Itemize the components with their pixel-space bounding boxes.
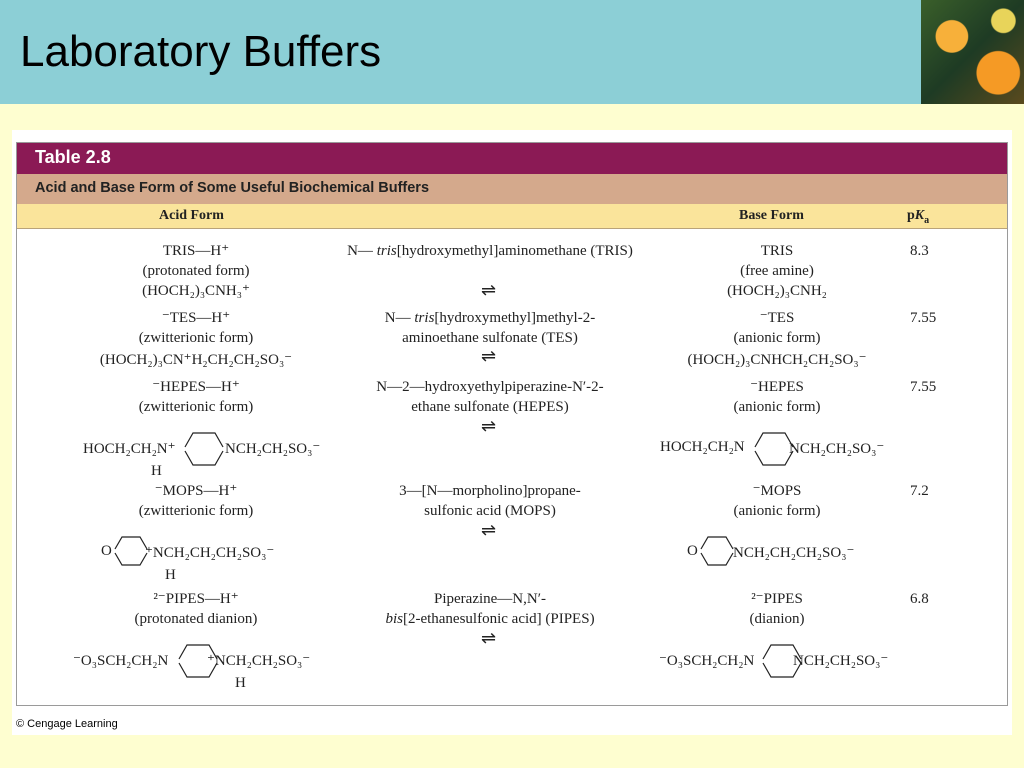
equilibrium-arrows: ⇌ [481,520,497,540]
acid-form-desc: (zwitterionic form) [138,399,254,415]
base-form-cell [657,481,897,521]
equilibrium-arrows: ⇌ [481,416,497,436]
acid-name: TRIS—H⁺ [162,243,230,259]
structure-right-group: ⁺NCH₂CH₂CH₂SO₃⁻ [145,545,275,561]
base-name: ⁻TES [759,310,795,326]
base-form-desc: (anionic form) [733,399,821,415]
pka-value: 8.3 [910,243,929,259]
base-form-desc: (anionic form) [733,330,821,346]
base-formula: (HOCH₂)₃CNH₂ [727,283,827,299]
pka-header: $pK_a$ [907,208,930,226]
column-header-row [17,204,1007,229]
structure-left-group: O [101,543,112,559]
structure-left-group: ⁻O₃SCH₂CH₂N [659,653,755,669]
base-name: ⁻HEPES [750,379,804,395]
piperazine-ring-icon [185,433,223,467]
buffer-name-cell [307,589,673,629]
base-form-cell [657,241,897,301]
morpholine-ring-icon [701,537,733,567]
buffer-name: 3—[N—morpholino]propane- [399,483,581,499]
acid-name: ⁻MOPS—H⁺ [154,483,238,499]
acid-name: ⁻TES—H⁺ [161,310,231,326]
molecular-model-image [921,0,1024,104]
base-form-desc: (dianion) [749,611,805,627]
acid-name: ⁻HEPES—H⁺ [152,379,240,395]
acid-formula: (HOCH₂)₃CNH₃⁺ [142,283,250,299]
structure-right-group: NCH₂CH₂SO₃⁻ [789,441,885,457]
structure-left-group: HOCH₂CH₂N [660,439,745,455]
buffer-name-line2: sulfonic acid (MOPS) [424,503,556,519]
buffer-name: N—2—hydroxyethylpiperazine-N′-2- [376,379,604,395]
acid-form-desc: (zwitterionic form) [138,330,254,346]
acid-form-header: Acid Form [159,208,224,223]
buffer-table [16,142,1008,706]
buffer-name: N— tris[hydroxymethyl]methyl-2- [384,310,596,326]
morpholine-ring-icon [115,537,147,567]
table-caption: Acid and Base Form of Some Useful Biochemical Buffers [35,180,430,196]
table-number-bar [17,143,1007,174]
buffer-name-line1: Piperazine—N,N′- [434,591,546,607]
acid-form-desc: (zwitterionic form) [138,503,254,519]
structure-right-group: ⁺NCH₂CH₂SO₃⁻ [207,653,311,669]
structure-right-group: NCH₂CH₂SO₃⁻ [793,653,889,669]
acid-name: ²⁻PIPES—H⁺ [153,591,239,607]
buffer-name-cell [307,481,673,521]
acid-form-desc: (protonated dianion) [134,611,258,627]
base-form-desc: (anionic form) [733,503,821,519]
acid-form-cell [79,308,313,370]
buffer-name: bis[2-ethanesulfonic acid] (PIPES) [385,611,595,627]
pka-value: 7.55 [910,310,937,326]
pka-value: 6.8 [910,591,929,607]
copyright-credit: © Cengage Learning [16,718,118,730]
pka-value: 7.55 [910,379,937,395]
equilibrium-arrows: ⇌ [481,280,497,300]
base-form-desc: (free amine) [740,263,814,279]
base-form-cell [657,377,897,417]
table-caption-bar [17,174,1007,204]
acid-form-desc: (protonated form) [142,263,250,279]
structure-left-group: O [687,543,698,559]
acid-form-cell [101,377,291,417]
pka-value: 7.2 [910,483,929,499]
structure-proton: H [151,463,162,479]
base-name: ²⁻PIPES [751,591,803,607]
buffer-name-line2: ethane sulfonate (HEPES) [411,399,569,415]
structure-proton: H [165,567,176,583]
slide-title: Laboratory Buffers [20,27,382,76]
slide-header [0,0,1024,104]
base-formula: (HOCH₂)₃CNHCH₂CH₂SO₃⁻ [687,352,867,368]
acid-formula: (HOCH₂)₃CN⁺H₂CH₂CH₂SO₃⁻ [99,352,293,368]
equilibrium-arrows: ⇌ [481,346,497,366]
structure-right-group: NCH₂CH₂SO₃⁻ [225,441,321,457]
base-form-cell [657,308,897,370]
structure-left-group: ⁻O₃SCH₂CH₂N [73,653,169,669]
buffer-name: N— tris[hydroxymethyl]aminomethane (TRIS) [347,243,633,259]
buffer-name-line2: aminoethane sulfonate (TES) [402,330,578,346]
structure-left-group: HOCH₂CH₂N⁺ [83,441,176,457]
structure-right-group: NCH₂CH₂CH₂SO₃⁻ [733,545,855,561]
piperazine-ring-icon [755,433,793,467]
base-form-cell [657,589,897,629]
acid-form-cell [101,241,291,301]
table-number: Table 2.8 [35,147,111,167]
acid-form-cell [101,589,291,629]
structure-proton: H [235,675,246,691]
buffer-name-cell [307,308,673,348]
base-name: ⁻MOPS [752,483,802,499]
base-name: TRIS [760,243,794,259]
base-form-header: Base Form [739,208,804,223]
acid-form-cell [101,481,291,521]
buffer-name-cell [307,241,673,261]
equilibrium-arrows: ⇌ [481,628,497,648]
buffer-name-cell [307,377,673,417]
